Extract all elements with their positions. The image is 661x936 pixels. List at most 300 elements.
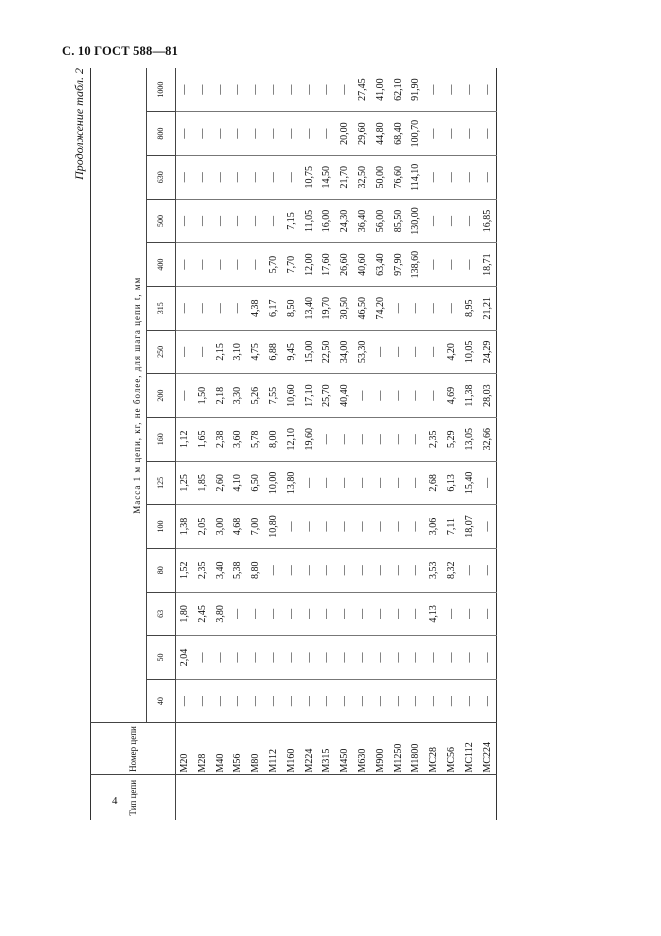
chain-number-cell: М450 — [336, 723, 354, 775]
chain-type-cell — [194, 775, 212, 820]
chain-number-cell: М1250 — [390, 723, 408, 775]
mass-cell: — — [265, 592, 283, 636]
header-pitch-630: 630 — [147, 155, 176, 199]
table-row — [425, 68, 443, 820]
header-pitch-1000: 1000 — [147, 68, 176, 112]
mass-cell: — — [372, 417, 390, 461]
mass-cell: — — [372, 592, 390, 636]
mass-cell: — — [247, 636, 265, 680]
chain-number-cell: М80 — [247, 723, 265, 775]
mass-cell: — — [336, 461, 354, 505]
mass-cell: — — [229, 592, 247, 636]
mass-cell: 4,69 — [443, 374, 461, 418]
mass-cell: — — [229, 112, 247, 156]
mass-cell: 11,05 — [301, 199, 319, 243]
mass-cell: 4,68 — [229, 505, 247, 549]
mass-cell: — — [247, 155, 265, 199]
mass-cell: — — [443, 636, 461, 680]
mass-cell: — — [229, 679, 247, 723]
mass-cell: 5,70 — [265, 243, 283, 287]
mass-cell: — — [407, 461, 425, 505]
mass-cell: — — [339, 84, 351, 95]
mass-cell: 2,15 — [212, 330, 230, 374]
mass-cell: — — [407, 417, 425, 461]
mass-cell: — — [301, 592, 319, 636]
mass-cell: — — [390, 374, 408, 418]
mass-cell: 76,60 — [390, 155, 408, 199]
mass-cell: 138,60 — [407, 243, 425, 287]
table-row — [407, 68, 425, 820]
mass-cell: 2,05 — [194, 505, 212, 549]
mass-cell: 18,07 — [461, 505, 479, 549]
mass-cell: — — [321, 84, 333, 95]
mass-cell: 17,60 — [318, 243, 336, 287]
page-header: С. 10 ГОСТ 588—81 — [62, 44, 179, 58]
mass-cell: — — [425, 243, 443, 287]
chain-number-cell: М315 — [318, 723, 336, 775]
mass-cell: — — [407, 286, 425, 330]
mass-cell: 114,10 — [407, 155, 425, 199]
mass-cell: 7,55 — [265, 374, 283, 418]
table-row — [265, 68, 283, 820]
mass-cell: 91,90 — [410, 78, 422, 101]
chain-number-cell: М900 — [372, 723, 390, 775]
mass-cell: 2,68 — [425, 461, 443, 505]
mass-cell: 5,38 — [229, 548, 247, 592]
mass-cell: 16,00 — [318, 199, 336, 243]
mass-cell: — — [301, 679, 319, 723]
mass-cell: — — [461, 636, 479, 680]
mass-cell: 4,20 — [443, 330, 461, 374]
mass-cell: 6,88 — [265, 330, 283, 374]
mass-cell: — — [372, 548, 390, 592]
mass-cell: 25,70 — [318, 374, 336, 418]
mass-cell: — — [318, 679, 336, 723]
mass-cell: 100,70 — [407, 112, 425, 156]
mass-cell: 8,95 — [461, 286, 479, 330]
mass-cell: — — [247, 199, 265, 243]
mass-cell: — — [336, 505, 354, 549]
mass-cell: — — [372, 636, 390, 680]
mass-cell: — — [318, 548, 336, 592]
mass-cell: — — [194, 199, 212, 243]
mass-cell: — — [336, 592, 354, 636]
mass-cell: — — [318, 636, 336, 680]
chain-number-cell: М630 — [354, 723, 372, 775]
mass-cell: — — [229, 286, 247, 330]
mass-cell: 4,75 — [247, 330, 265, 374]
chain-type-cell — [212, 775, 230, 820]
mass-cell: — — [194, 330, 212, 374]
mass-cell: 12,00 — [301, 243, 319, 287]
mass-cell: 1,80 — [176, 592, 194, 636]
table-row — [461, 68, 479, 820]
chain-number-cell: М56 — [229, 723, 247, 775]
page-number: 4 — [112, 795, 118, 807]
mass-cell: — — [461, 112, 479, 156]
mass-cell: — — [194, 243, 212, 287]
table-body — [176, 68, 497, 820]
mass-cell: — — [390, 592, 408, 636]
mass-cell: 63,40 — [372, 243, 390, 287]
mass-cell: — — [445, 84, 457, 95]
mass-cell: 6,17 — [265, 286, 283, 330]
header-pitch-125: 125 — [147, 461, 176, 505]
mass-cell: — — [283, 155, 301, 199]
mass-cell: 24,29 — [479, 330, 497, 374]
mass-cell: 5,29 — [443, 417, 461, 461]
mass-cell: — — [176, 286, 194, 330]
mass-cell: — — [461, 548, 479, 592]
mass-cell: — — [176, 330, 194, 374]
mass-cell: — — [390, 505, 408, 549]
mass-cell: — — [461, 243, 479, 287]
table-row — [212, 68, 230, 820]
mass-cell: — — [285, 84, 297, 95]
mass-cell: 12,10 — [283, 417, 301, 461]
chain-type-cell — [283, 775, 301, 820]
chain-type-cell — [479, 775, 497, 820]
mass-cell: 21,21 — [479, 286, 497, 330]
chain-type-cell — [407, 775, 425, 820]
mass-cell: — — [479, 505, 497, 549]
mass-cell: — — [354, 636, 372, 680]
mass-cell: — — [407, 374, 425, 418]
mass-cell: 19,60 — [301, 417, 319, 461]
mass-cell: 13,40 — [301, 286, 319, 330]
mass-cell: — — [283, 636, 301, 680]
chain-number-cell: М1800 — [407, 723, 425, 775]
mass-cell: 5,78 — [247, 417, 265, 461]
mass-cell: — — [354, 548, 372, 592]
chain-type-cell — [390, 775, 408, 820]
chain-number-cell: М112 — [265, 723, 283, 775]
mass-cell: 41,00 — [374, 78, 386, 101]
mass-cell: — — [176, 243, 194, 287]
mass-cell: 7,11 — [443, 505, 461, 549]
mass-cell: 3,53 — [425, 548, 443, 592]
mass-cell: 2,18 — [212, 374, 230, 418]
mass-cell: 13,80 — [283, 461, 301, 505]
mass-cell: 10,80 — [265, 505, 283, 549]
mass-cell: 53,30 — [354, 330, 372, 374]
mass-cell: 26,60 — [336, 243, 354, 287]
mass-cell: 130,00 — [407, 199, 425, 243]
chain-number-cell: МС224 — [479, 723, 497, 775]
mass-cell: — — [247, 112, 265, 156]
chain-type-cell — [425, 775, 443, 820]
mass-cell: 8,50 — [283, 286, 301, 330]
header-mass: Масса 1 м цепи, кг, не более, для шага цепи t, мм — [128, 68, 147, 723]
mass-cell: — — [247, 243, 265, 287]
mass-cell: 40,60 — [354, 243, 372, 287]
mass-cell: 3,10 — [229, 330, 247, 374]
mass-cell: — — [247, 592, 265, 636]
mass-cell: — — [194, 679, 212, 723]
mass-cell: — — [461, 679, 479, 723]
mass-cell: — — [229, 155, 247, 199]
mass-cell: — — [390, 679, 408, 723]
mass-cell: — — [176, 199, 194, 243]
mass-cell: 74,20 — [372, 286, 390, 330]
table-row — [283, 68, 301, 820]
table-row — [336, 68, 354, 820]
mass-cell: 1,25 — [176, 461, 194, 505]
chain-type-cell — [443, 775, 461, 820]
mass-cell: — — [194, 155, 212, 199]
mass-cell: 4,10 — [229, 461, 247, 505]
table-row — [479, 68, 497, 820]
mass-cell: — — [196, 84, 208, 95]
header-pitch-row — [147, 68, 176, 820]
header-pitch-315: 315 — [147, 286, 176, 330]
mass-cell: — — [212, 286, 230, 330]
mass-cell: — — [283, 505, 301, 549]
mass-cell: — — [176, 112, 194, 156]
mass-cell: — — [301, 112, 319, 156]
mass-cell: 40,40 — [336, 374, 354, 418]
mass-cell: — — [229, 636, 247, 680]
mass-cell: — — [463, 84, 475, 95]
mass-cell: — — [461, 155, 479, 199]
mass-cell: 20,00 — [336, 112, 354, 156]
mass-cell: — — [390, 330, 408, 374]
mass-cell: — — [354, 505, 372, 549]
mass-cell: — — [265, 199, 283, 243]
mass-cell: 27,45 — [356, 78, 368, 101]
mass-cell: — — [479, 592, 497, 636]
table-row — [318, 68, 336, 820]
mass-cell: — — [425, 679, 443, 723]
mass-cell: 17,10 — [301, 374, 319, 418]
chain-type-cell — [229, 775, 247, 820]
mass-cell: — — [479, 112, 497, 156]
mass-cell: 3,00 — [212, 505, 230, 549]
mass-cell: 4,38 — [247, 286, 265, 330]
mass-cell: — — [303, 84, 315, 95]
table-row — [372, 68, 390, 820]
mass-cell: — — [354, 592, 372, 636]
mass-cell: — — [179, 84, 190, 95]
mass-cell: — — [390, 636, 408, 680]
mass-cell: 85,50 — [390, 199, 408, 243]
mass-cell: 10,60 — [283, 374, 301, 418]
mass-cell: — — [479, 636, 497, 680]
mass-cell: 14,50 — [318, 155, 336, 199]
mass-cell: — — [481, 84, 493, 95]
mass-cell: 19,70 — [318, 286, 336, 330]
mass-cell: — — [212, 636, 230, 680]
chain-type-cell — [461, 775, 479, 820]
header-pitch-50: 50 — [147, 636, 176, 680]
mass-cell: — — [301, 505, 319, 549]
mass-cell: — — [283, 112, 301, 156]
mass-cell: 1,65 — [194, 417, 212, 461]
mass-cell: — — [354, 461, 372, 505]
mass-cell: — — [407, 592, 425, 636]
mass-cell: — — [443, 199, 461, 243]
mass-cell: 32,50 — [354, 155, 372, 199]
mass-cell: 16,85 — [479, 199, 497, 243]
chain-mass-table — [90, 68, 497, 820]
mass-cell: 9,45 — [283, 330, 301, 374]
mass-cell: 13,05 — [461, 417, 479, 461]
mass-cell: 22,50 — [318, 330, 336, 374]
chain-type-cell — [247, 775, 265, 820]
mass-cell: — — [336, 548, 354, 592]
mass-cell: — — [229, 243, 247, 287]
mass-cell: — — [212, 199, 230, 243]
mass-cell: — — [461, 592, 479, 636]
mass-cell: — — [425, 286, 443, 330]
mass-cell: — — [479, 548, 497, 592]
chain-number-cell: МС112 — [461, 723, 479, 775]
mass-cell: — — [390, 461, 408, 505]
mass-cell: — — [372, 679, 390, 723]
mass-cell: 1,50 — [194, 374, 212, 418]
header-spacer — [91, 68, 129, 723]
mass-cell: 7,70 — [283, 243, 301, 287]
chain-type-cell — [354, 775, 372, 820]
mass-cell: 10,00 — [265, 461, 283, 505]
mass-cell: — — [407, 679, 425, 723]
mass-cell: 2,35 — [425, 417, 443, 461]
mass-cell: — — [301, 636, 319, 680]
mass-cell: 2,35 — [194, 548, 212, 592]
mass-cell: — — [212, 679, 230, 723]
mass-cell: — — [232, 84, 244, 95]
header-pitch-400: 400 — [147, 243, 176, 287]
chain-type-cell — [301, 775, 319, 820]
mass-cell: — — [194, 636, 212, 680]
chain-type-cell — [176, 775, 194, 820]
chain-number-cell: М28 — [194, 723, 212, 775]
mass-cell: — — [407, 548, 425, 592]
mass-cell: — — [265, 112, 283, 156]
mass-cell: 2,60 — [212, 461, 230, 505]
mass-cell: 56,00 — [372, 199, 390, 243]
continuation-label: Продолжение табл. 2 — [72, 68, 86, 180]
header-pitch-250: 250 — [147, 330, 176, 374]
mass-cell: — — [212, 243, 230, 287]
mass-cell: — — [425, 112, 443, 156]
header-pitch-500: 500 — [147, 199, 176, 243]
mass-cell: 30,50 — [336, 286, 354, 330]
mass-cell: — — [318, 505, 336, 549]
mass-cell: — — [283, 548, 301, 592]
chain-number-cell: МС28 — [425, 723, 443, 775]
chain-type-cell — [265, 775, 283, 820]
header-chain-number: Номер цепи — [91, 723, 176, 775]
chain-type-cell — [372, 775, 390, 820]
table-row — [443, 68, 461, 820]
mass-cell: — — [265, 679, 283, 723]
mass-cell: — — [265, 636, 283, 680]
mass-cell: — — [443, 286, 461, 330]
mass-cell: 3,60 — [229, 417, 247, 461]
mass-cell: 36,40 — [354, 199, 372, 243]
mass-cell: 34,00 — [336, 330, 354, 374]
mass-cell: — — [301, 548, 319, 592]
mass-cell: 18,71 — [479, 243, 497, 287]
mass-cell: 8,32 — [443, 548, 461, 592]
chain-number-cell: М20 — [176, 723, 194, 775]
mass-cell: — — [194, 286, 212, 330]
header-pitch-800: 800 — [147, 112, 176, 156]
mass-cell: — — [407, 505, 425, 549]
chain-type-cell — [318, 775, 336, 820]
mass-cell: 32,66 — [479, 417, 497, 461]
mass-cell: — — [301, 461, 319, 505]
mass-cell: — — [354, 374, 372, 418]
mass-cell: 1,12 — [176, 417, 194, 461]
mass-cell: — — [425, 330, 443, 374]
table-row — [194, 68, 212, 820]
mass-cell: — — [283, 679, 301, 723]
header-pitch-200: 200 — [147, 374, 176, 418]
mass-cell: — — [390, 417, 408, 461]
mass-cell: 10,75 — [301, 155, 319, 199]
mass-cell: 2,45 — [194, 592, 212, 636]
table-row — [176, 68, 194, 820]
mass-cell: 6,13 — [443, 461, 461, 505]
mass-cell: — — [318, 417, 336, 461]
header-pitch-80: 80 — [147, 548, 176, 592]
mass-cell: — — [428, 84, 440, 95]
mass-cell: — — [336, 417, 354, 461]
mass-cell: — — [354, 679, 372, 723]
mass-cell: 62,10 — [392, 78, 404, 101]
mass-cell: — — [461, 199, 479, 243]
mass-cell: 10,05 — [461, 330, 479, 374]
mass-cell: 15,00 — [301, 330, 319, 374]
mass-cell: — — [214, 84, 226, 95]
mass-cell: 21,70 — [336, 155, 354, 199]
mass-cell: — — [247, 679, 265, 723]
table-row — [229, 68, 247, 820]
mass-cell: 97,90 — [390, 243, 408, 287]
mass-cell: 11,38 — [461, 374, 479, 418]
mass-cell: 4,13 — [425, 592, 443, 636]
mass-cell: 15,40 — [461, 461, 479, 505]
mass-cell: 24,30 — [336, 199, 354, 243]
mass-cell: — — [283, 592, 301, 636]
table-row — [354, 68, 372, 820]
mass-cell: 2,04 — [176, 636, 194, 680]
mass-cell: — — [265, 155, 283, 199]
header-pitch-63: 63 — [147, 592, 176, 636]
mass-cell: — — [443, 592, 461, 636]
mass-cell: 28,03 — [479, 374, 497, 418]
mass-cell: — — [267, 84, 279, 95]
mass-cell: — — [407, 330, 425, 374]
mass-cell: 7,00 — [247, 505, 265, 549]
mass-cell: 50,00 — [372, 155, 390, 199]
chain-number-cell: МС56 — [443, 723, 461, 775]
table-row — [301, 68, 319, 820]
mass-cell: 68,40 — [390, 112, 408, 156]
mass-cell: 3,40 — [212, 548, 230, 592]
mass-cell: — — [425, 374, 443, 418]
mass-cell: — — [479, 461, 497, 505]
rotated-table-block — [70, 68, 500, 820]
mass-cell: — — [176, 374, 194, 418]
mass-cell: — — [176, 155, 194, 199]
chain-type-cell — [336, 775, 354, 820]
mass-cell: — — [250, 84, 262, 95]
mass-cell: 3,30 — [229, 374, 247, 418]
mass-cell: — — [407, 636, 425, 680]
